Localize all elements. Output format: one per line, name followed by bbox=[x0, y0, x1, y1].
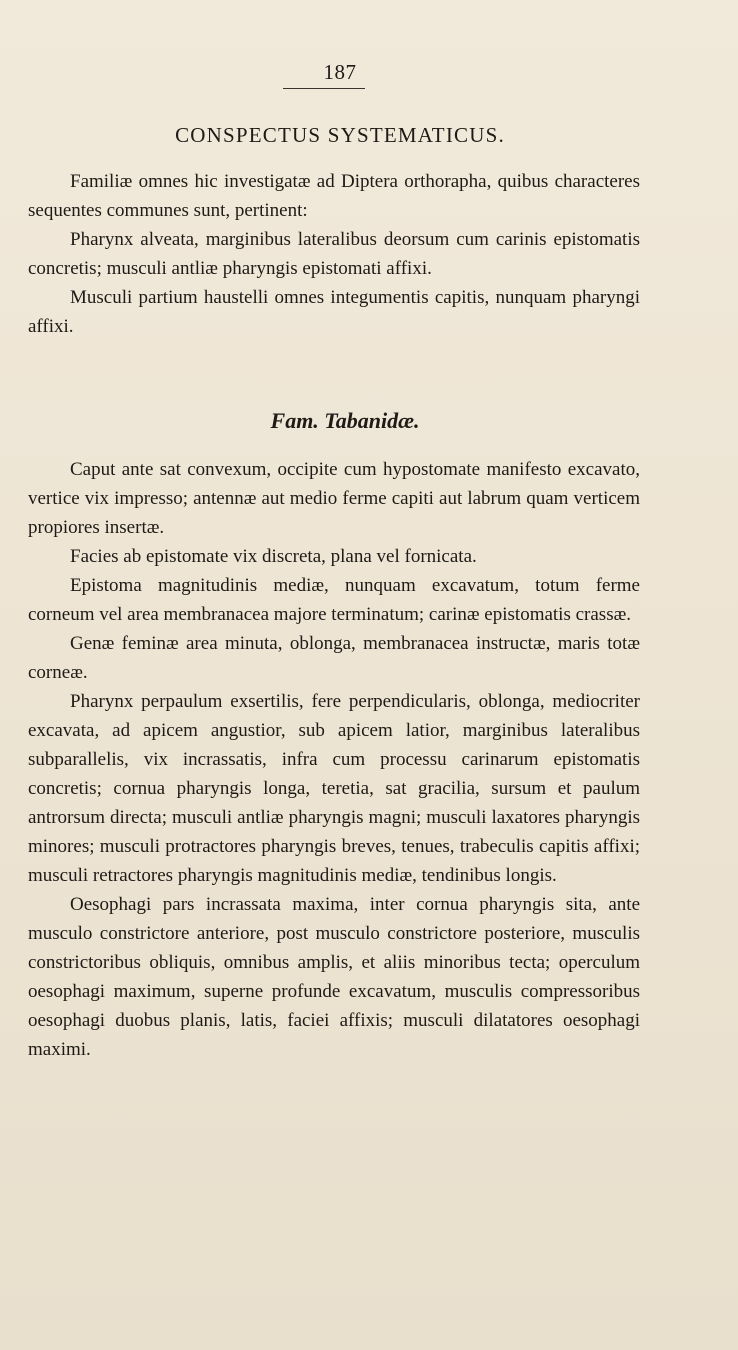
section-paragraph: Genæ feminæ area minuta, oblonga, membranacea instructæ, maris totæ corneæ. bbox=[28, 633, 640, 683]
intro-section bbox=[28, 167, 640, 341]
page-number-rule bbox=[283, 88, 365, 89]
section-paragraph: Oesophagi pars incrassata maxima, inter cornua pharyngis sita, ante musculo constrictore anteriore, post musculo constrictore posteriore, musculis constrictoribus obliquis, omnibus amplis, et aliis minoribus tecta; operculum oesophagi maximum, superne profunde excavatum, musculis compressoribus oesophagi duobus planis, latis, faciei affixis; musculi dilatatores oesophagi maximi. bbox=[28, 894, 640, 1060]
intro-paragraph: Familiæ omnes hic investigatæ ad Diptera orthorapha, quibus characteres sequentes communes sunt, pertinent: bbox=[28, 171, 640, 221]
section-paragraph: Epistoma magnitudinis mediæ, nunquam excavatum, totum ferme corneum vel area membranacea majore terminatum; carinæ epistomatis crassæ. bbox=[28, 575, 640, 625]
page-number: 187 bbox=[323, 60, 357, 84]
section-title: Fam. Tabanidæ. bbox=[270, 408, 420, 433]
family-section bbox=[28, 455, 640, 1064]
section-paragraph: Facies ab epistomate vix discreta, plana vel fornicata. bbox=[70, 546, 477, 567]
intro-paragraph: Musculi partium haustelli omnes integumentis capitis, nunquam pharyngi affixi. bbox=[28, 287, 640, 337]
section-paragraph: Pharynx perpaulum exsertilis, fere perpendicularis, oblonga, mediocriter excavata, ad apicem angustior, sub apicem latior, marginibus lateralibus subparallelis, vix incrassatis, infra cum processu carinarum epistomatis concretis; cornua pharyngis longa, teretia, sat gracilia, sursum et paulum antrorsum directa; musculi antliæ pharyngis magni; musculi laxatores pharyngis minores; musculi protractores pharyngis breves, tenues, trabeculis capitis affixi; musculi retractores pharyngis magnitudinis mediæ, tendinibus longis. bbox=[28, 691, 640, 886]
intro-paragraph: Pharynx alveata, marginibus lateralibus deorsum cum carinis epistomatis concretis; musculi antliæ pharyngis epistomati affixi. bbox=[28, 229, 640, 279]
page-title: CONSPECTUS SYSTEMATICUS. bbox=[175, 123, 505, 147]
section-paragraph: Caput ante sat convexum, occipite cum hypostomate manifesto excavato, vertice vix impresso; antennæ aut medio ferme capiti aut labrum quam verticem propiores insertæ. bbox=[28, 459, 640, 538]
